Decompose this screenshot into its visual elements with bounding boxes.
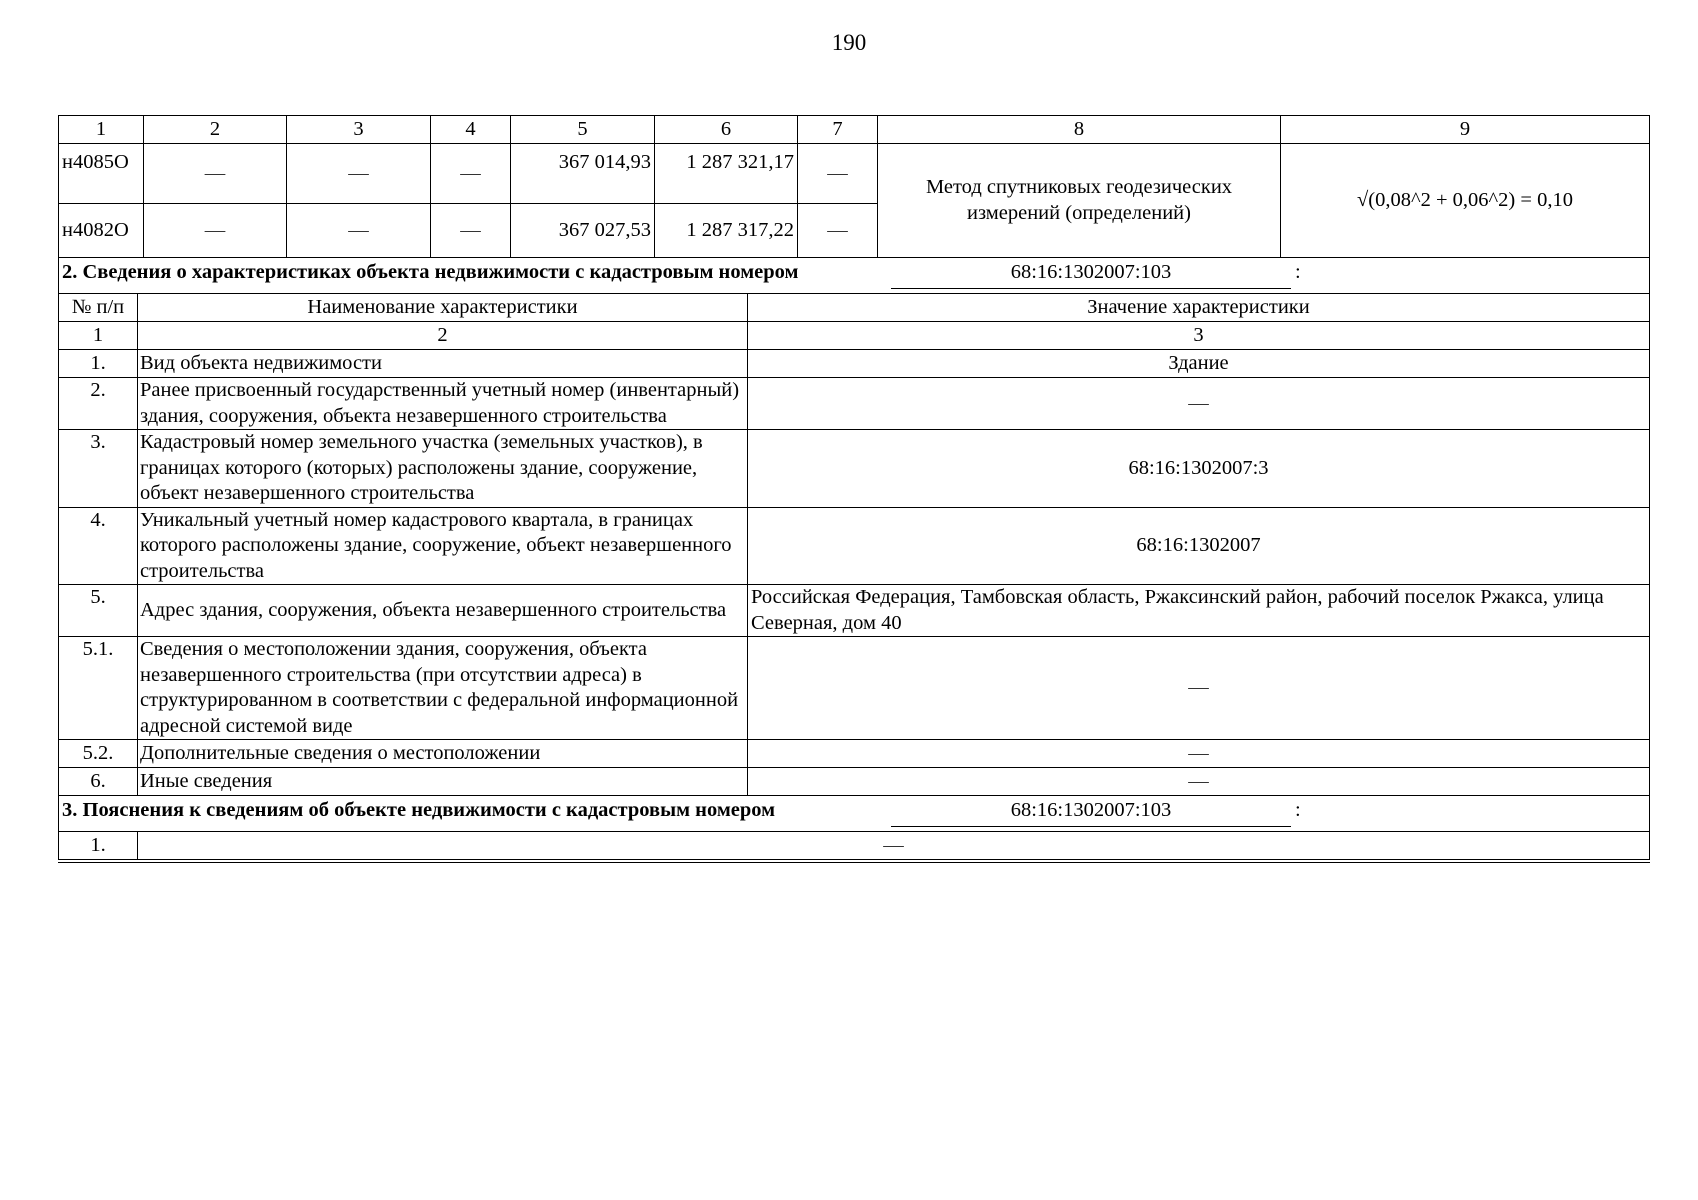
col-header-name: Наименование характеристики (138, 294, 748, 322)
section-2-header (59, 258, 1650, 294)
coord-y: 1 287 321,17 (655, 144, 798, 204)
characteristic-name: Сведения о местоположении здания, сооружения, объекта незавершенного строительства (при отсутствии адреса) в структурированном в соответствии с федеральной информационной адресной системой виде (138, 637, 748, 740)
col-header: 7 (798, 116, 878, 144)
characteristic-name: Кадастровый номер земельного участка (земельных участков), в границах которого (которых) расположены здание, сооружение, объект незавершенного строительства (138, 430, 748, 508)
characteristic-value: — (748, 740, 1650, 768)
col-header: 1 (59, 116, 144, 144)
characteristics-table (58, 258, 1650, 863)
row-number: 1. (59, 350, 138, 378)
col-header-num: № п/п (59, 294, 138, 322)
characteristic-value: — (748, 378, 1650, 430)
table-row (59, 507, 1650, 585)
characteristic-name: Иные сведения (138, 768, 748, 796)
cell-dash: — (144, 144, 287, 204)
characteristics-header-num-row (59, 322, 1650, 350)
row-number: 5. (59, 585, 138, 637)
coordinates-table (58, 115, 1650, 258)
section-3-colon: : (1295, 799, 1301, 821)
table-row (59, 144, 1650, 204)
coord-y: 1 287 317,22 (655, 204, 798, 258)
table-row (59, 740, 1650, 768)
col-header: 3 (287, 116, 431, 144)
characteristic-value: 68:16:1302007 (748, 507, 1650, 585)
table-row (59, 832, 1650, 862)
cell-dash: — (798, 204, 878, 258)
point-name: н4082О (59, 204, 144, 258)
characteristic-value: — (748, 768, 1650, 796)
row-number: 4. (59, 507, 138, 585)
coord-x: 367 027,53 (511, 204, 655, 258)
row-number: 2. (59, 378, 138, 430)
col-header: 6 (655, 116, 798, 144)
page-number: 190 (831, 30, 867, 55)
table-row (59, 637, 1650, 740)
col-header: 9 (1281, 116, 1650, 144)
table-row (59, 585, 1650, 637)
section-2-cadastral-number: 68:16:1302007:103 (891, 260, 1291, 289)
characteristic-name: Дополнительные сведения о местоположении (138, 740, 748, 768)
accuracy-cell (1281, 144, 1650, 258)
characteristic-value: Российская Федерация, Тамбовская область, Ржаксинский район, рабочий поселок Ржакса, улица Северная, дом 40 (748, 585, 1650, 637)
characteristic-value: — (748, 637, 1650, 740)
section-2-colon: : (1295, 261, 1301, 283)
col-number: 3 (748, 322, 1650, 350)
row-number: 5.1. (59, 637, 138, 740)
cadastral-document (58, 115, 1649, 863)
row-number: 1. (59, 832, 138, 862)
cell-dash: — (287, 204, 431, 258)
method-cell (878, 144, 1281, 258)
col-number: 2 (138, 322, 748, 350)
table-row (59, 430, 1650, 508)
col-header: 2 (144, 116, 287, 144)
col-header: 5 (511, 116, 655, 144)
explanation-value: — (138, 832, 1650, 862)
accuracy-text: √(0,08^2 + 0,06^2) = 0,10 (1357, 188, 1573, 211)
cell-dash: — (144, 204, 287, 258)
characteristic-name: Уникальный учетный номер кадастрового квартала, в границах которого расположены здание, сооружение, объект незавершенного строительства (138, 507, 748, 585)
col-header-value: Значение характеристики (748, 294, 1650, 322)
table-row (59, 378, 1650, 430)
characteristic-value: 68:16:1302007:3 (748, 430, 1650, 508)
characteristics-header-row (59, 294, 1650, 322)
section-3-header (59, 796, 1650, 832)
cell-dash: — (431, 204, 511, 258)
table-row (59, 768, 1650, 796)
characteristic-name: Ранее присвоенный государственный учетный номер (инвентарный) здания, сооружения, объекта незавершенного строительства (138, 378, 748, 430)
section-2-title: 2. Сведения о характеристиках объекта недвижимости с кадастровым номером (62, 261, 799, 283)
cell-dash: — (431, 144, 511, 204)
col-header: 8 (878, 116, 1281, 144)
coords-header-row (59, 116, 1650, 144)
col-number: 1 (59, 322, 138, 350)
characteristic-value: Здание (748, 350, 1650, 378)
point-name: н4085О (59, 144, 144, 204)
characteristic-name: Вид объекта недвижимости (138, 350, 748, 378)
characteristic-name: Адрес здания, сооружения, объекта незавершенного строительства (138, 585, 748, 637)
row-number: 3. (59, 430, 138, 508)
row-number: 6. (59, 768, 138, 796)
section-3-title: 3. Пояснения к сведениям об объекте недвижимости с кадастровым номером (62, 799, 776, 821)
table-row (59, 350, 1650, 378)
row-number: 5.2. (59, 740, 138, 768)
method-text: Метод спутниковых геодезических измерений (определений) (925, 176, 1233, 224)
cell-dash: — (798, 144, 878, 204)
section-3-cadastral-number: 68:16:1302007:103 (891, 798, 1291, 827)
coord-x: 367 014,93 (511, 144, 655, 204)
cell-dash: — (287, 144, 431, 204)
col-header: 4 (431, 116, 511, 144)
